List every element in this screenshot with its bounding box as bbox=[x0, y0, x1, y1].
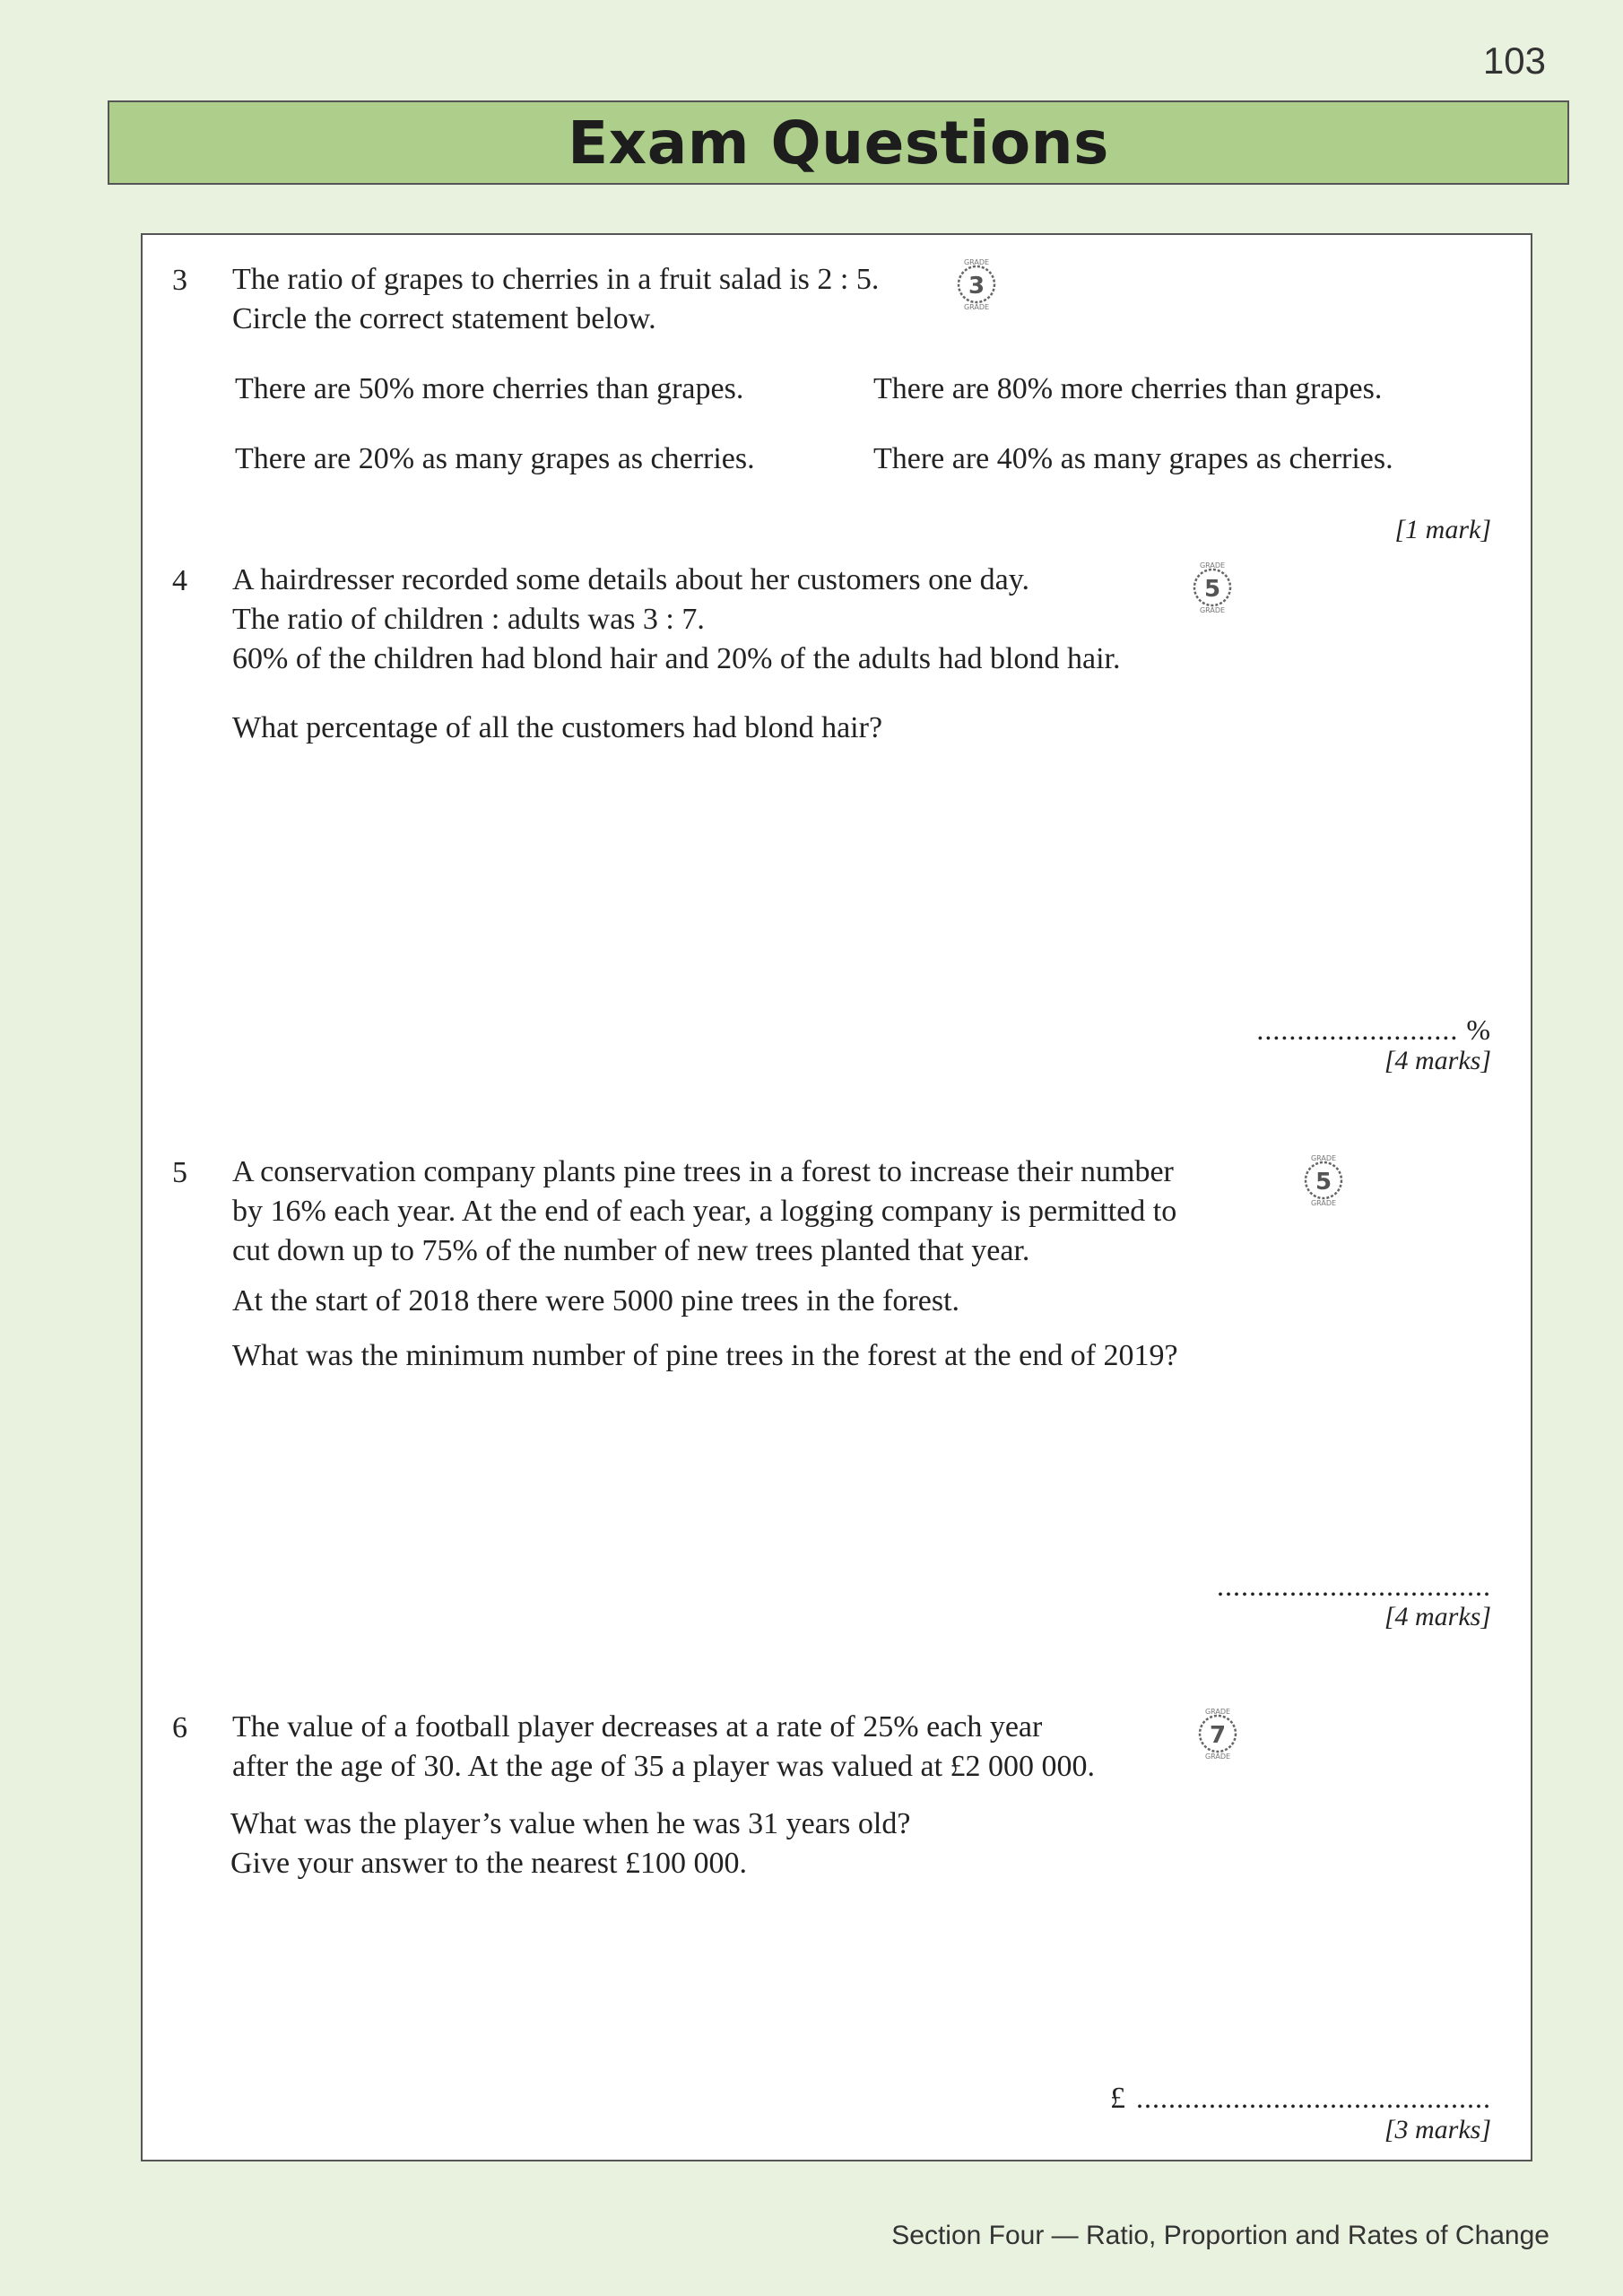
question-5-line-3: cut down up to 75% of the number of new trees planted that year. bbox=[232, 1234, 1030, 1267]
question-5-answer-line[interactable]: .................................. bbox=[1217, 1570, 1491, 1602]
question-4-number: 4 bbox=[172, 564, 187, 597]
grade-3-label-top: GRADE bbox=[963, 258, 990, 266]
question-4-line-2: The ratio of children : adults was 3 : 7. bbox=[232, 603, 705, 636]
question-6-question-line-1: What was the player’s value when he was 31 years old? bbox=[230, 1807, 911, 1840]
question-6-line-1: The value of a football player decreases at a rate of 25% each year bbox=[232, 1710, 1043, 1744]
grade-3-label-bottom: GRADE bbox=[963, 303, 990, 311]
question-6-line-2: after the age of 30. At the age of 35 a player was valued at £2 000 000. bbox=[232, 1750, 1096, 1783]
grade-5-value-q5: 5 bbox=[1315, 1169, 1332, 1196]
grade-5-q5-label-bottom: GRADE bbox=[1310, 1199, 1337, 1207]
question-6-question-line-2: Give your answer to the nearest £100 000. bbox=[230, 1847, 747, 1880]
grade-5-icon bbox=[1185, 560, 1240, 615]
question-4-line-3: 60% of the children had blond hair and 20% of the adults had blond hair. bbox=[232, 642, 1121, 675]
grade-5-label-top: GRADE bbox=[1199, 561, 1226, 570]
question-3-option-4[interactable]: There are 40% as many grapes as cherries. bbox=[873, 442, 1393, 475]
question-5-number: 5 bbox=[172, 1156, 187, 1189]
page-number: 103 bbox=[1482, 39, 1546, 82]
grade-5-icon bbox=[1296, 1152, 1351, 1208]
question-3-marks: [1 mark] bbox=[1394, 515, 1491, 544]
section-footer: Section Four — Ratio, Proportion and Rates of Change bbox=[891, 2221, 1549, 2250]
question-3-option-1[interactable]: There are 50% more cherries than grapes. bbox=[235, 372, 744, 405]
question-4-marks: [4 marks] bbox=[1384, 1046, 1491, 1075]
question-6-number: 6 bbox=[172, 1711, 187, 1744]
grade-5-value: 5 bbox=[1203, 576, 1221, 603]
questions-box bbox=[141, 233, 1532, 2161]
grade-7-label-top: GRADE bbox=[1204, 1708, 1231, 1716]
question-3-line-1: The ratio of grapes to cherries in a fruit salad is 2 : 5. bbox=[232, 263, 880, 296]
question-4-answer-line[interactable]: ......................... % bbox=[1256, 1013, 1491, 1046]
grade-7-value: 7 bbox=[1209, 1722, 1227, 1749]
title-bar bbox=[108, 100, 1569, 185]
grade-3-icon bbox=[949, 257, 1004, 312]
question-6-answer bbox=[1110, 2079, 1491, 2118]
question-4-line-1: A hairdresser recorded some details about her customers one day. bbox=[232, 563, 1030, 596]
question-5-question: What was the minimum number of pine trees in the forest at the end of 2019? bbox=[232, 1339, 1178, 1372]
question-3-option-2[interactable]: There are 80% more cherries than grapes. bbox=[873, 372, 1383, 405]
grade-3-value: 3 bbox=[968, 273, 985, 300]
question-5-marks: [4 marks] bbox=[1384, 1602, 1491, 1631]
page-title: Exam Questions bbox=[568, 108, 1109, 178]
question-3-number: 3 bbox=[172, 264, 187, 297]
question-3-line-2: Circle the correct statement below. bbox=[232, 302, 656, 335]
question-6-answer-line[interactable]: ............................................ bbox=[1136, 2082, 1491, 2114]
question-6-marks: [3 marks] bbox=[1384, 2115, 1491, 2144]
grade-5-label-bottom: GRADE bbox=[1199, 606, 1226, 614]
pound-sign: £ bbox=[1110, 2082, 1125, 2115]
grade-7-label-bottom: GRADE bbox=[1204, 1752, 1231, 1761]
grade-7-icon bbox=[1190, 1706, 1245, 1761]
question-5-line-1: A conservation company plants pine trees in a forest to increase their number bbox=[232, 1155, 1174, 1188]
question-3-option-3[interactable]: There are 20% as many grapes as cherries. bbox=[235, 442, 755, 475]
question-4-question: What percentage of all the customers had blond hair? bbox=[232, 711, 883, 744]
question-5-line-2: by 16% each year. At the end of each year, a logging company is permitted to bbox=[232, 1195, 1177, 1228]
question-5-info: At the start of 2018 there were 5000 pine trees in the forest. bbox=[232, 1284, 960, 1318]
grade-5-q5-label-top: GRADE bbox=[1310, 1154, 1337, 1162]
